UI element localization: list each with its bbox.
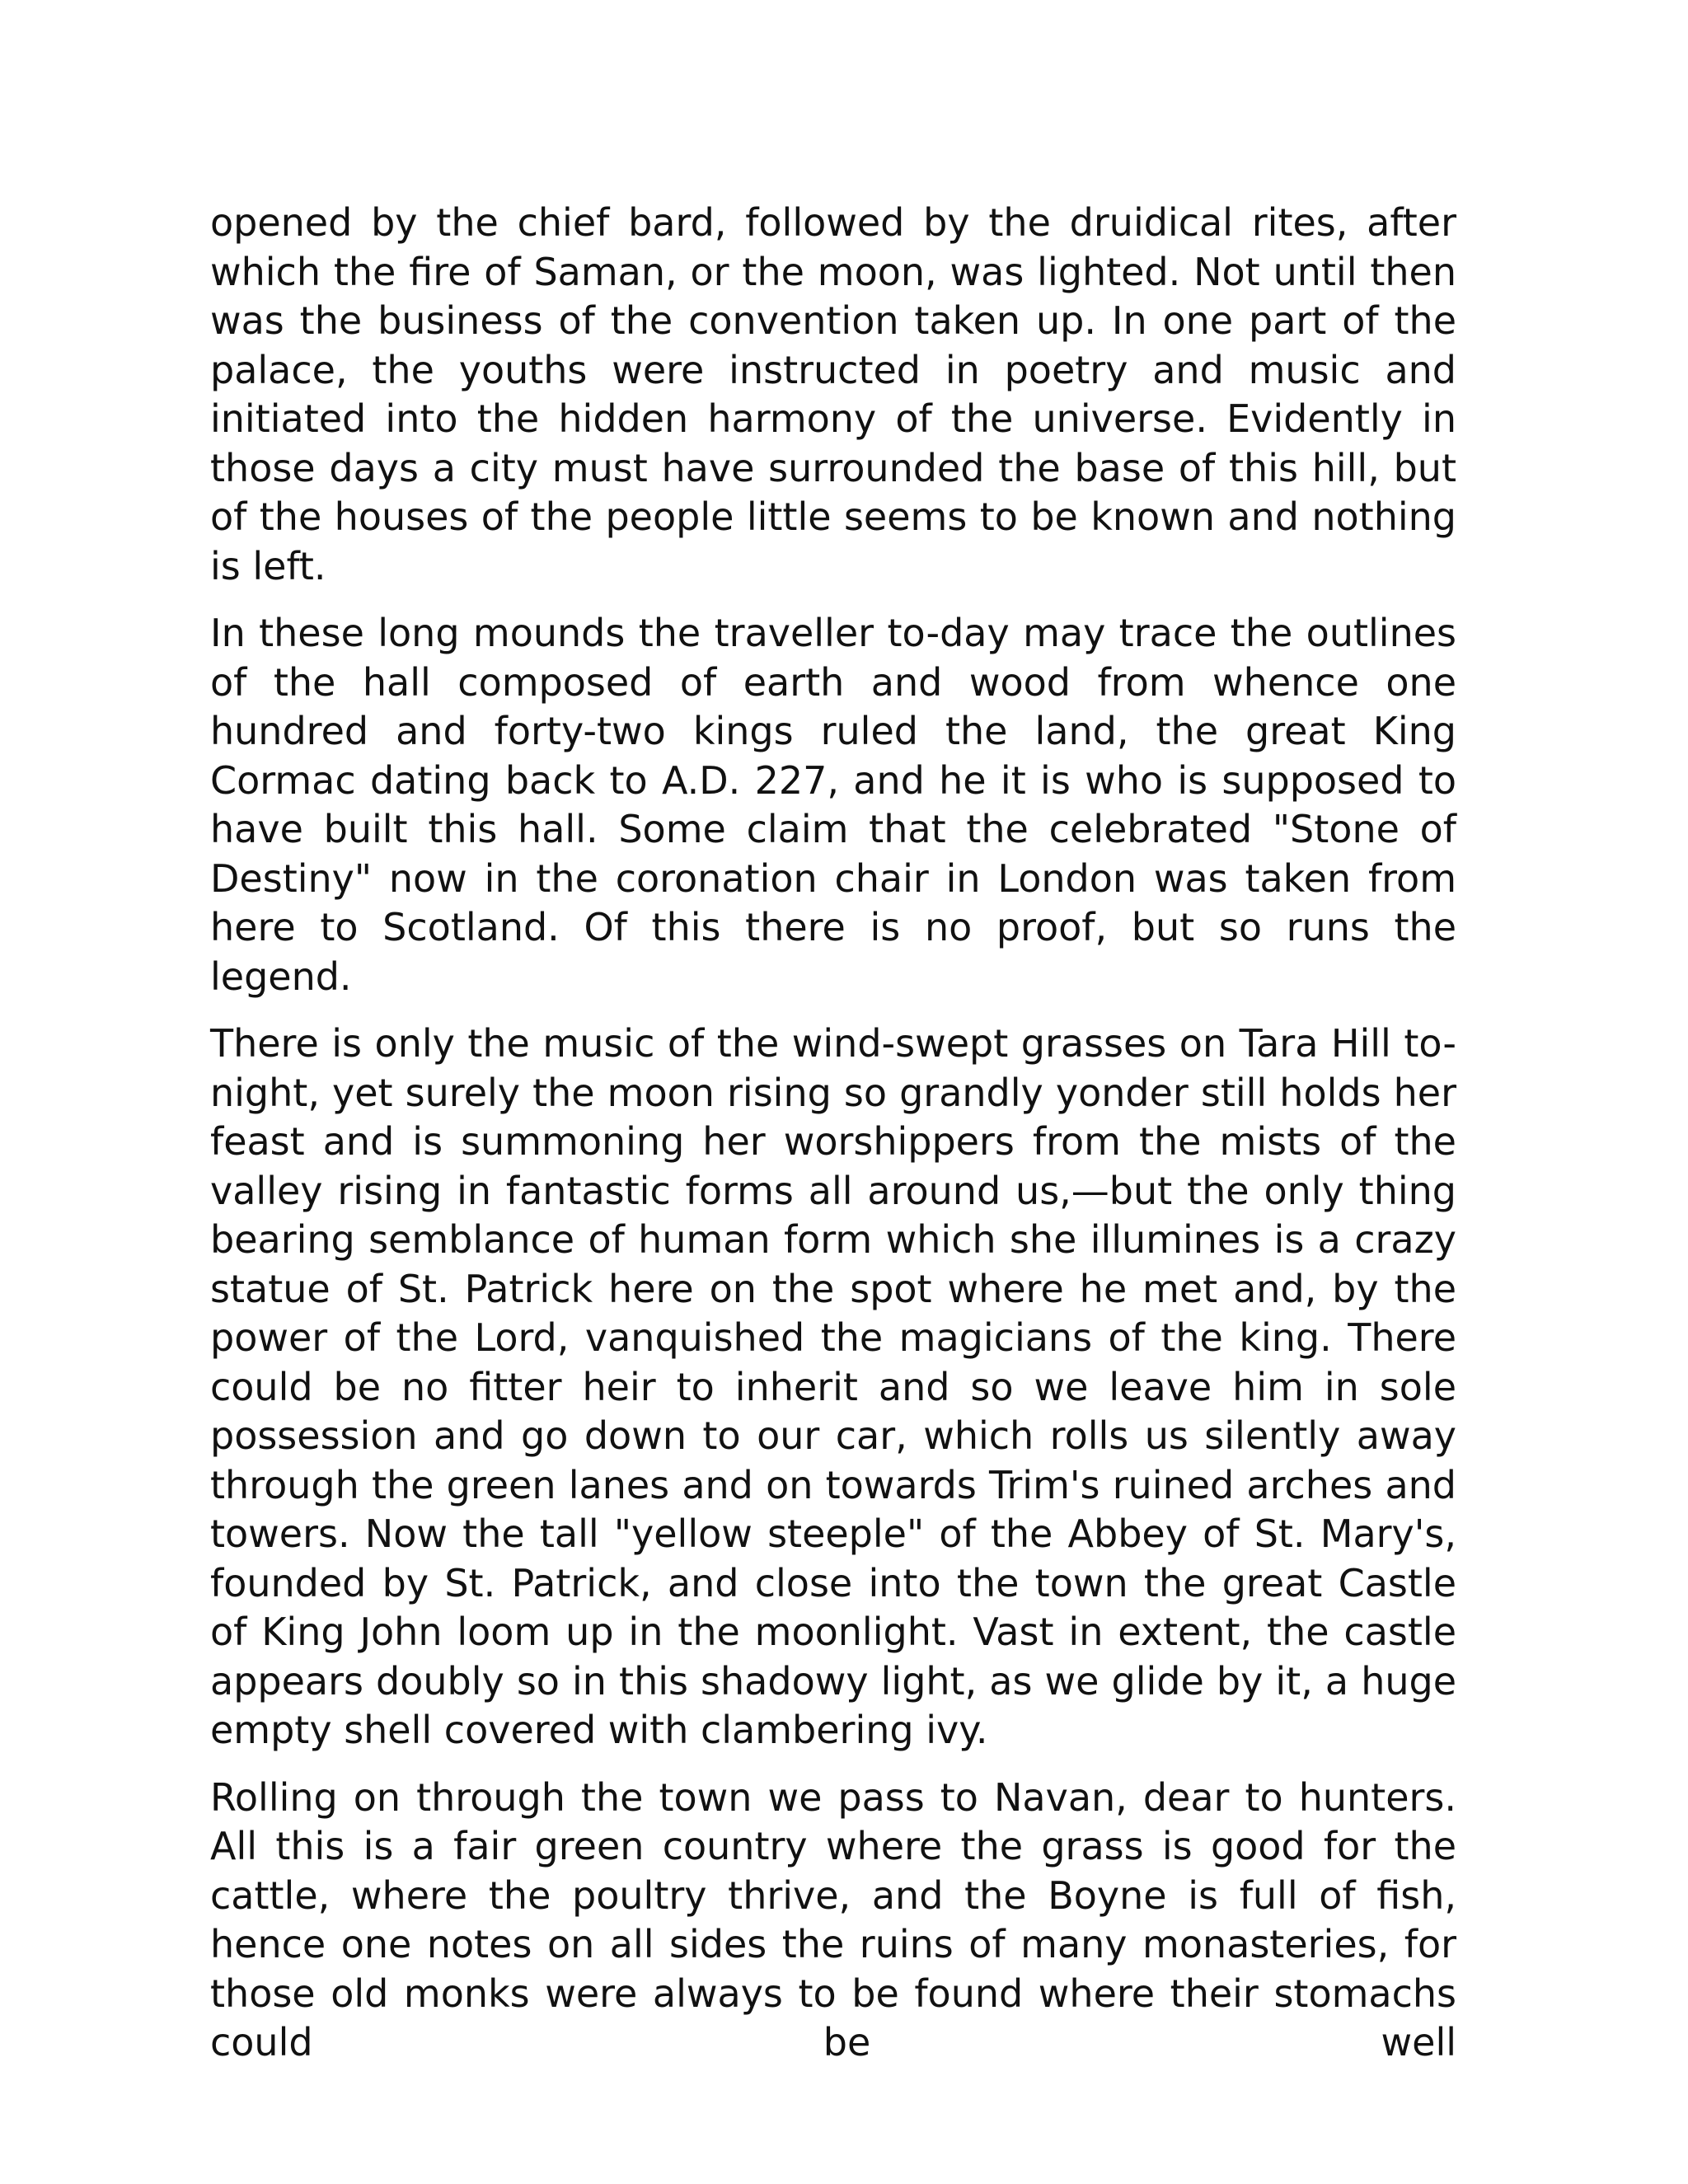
paragraph-3: There is only the music of the wind-swept grasses on Tara Hill to-night, yet surely the moon rising so grandly yonder still holds her feast and is summoning her worshippers from the mists of the valley rising in fantastic forms all around us,—but the only thing bearing semblance of human form which she illumines is a crazy statue of St. Patrick here on the spot where he met and, by the power of the Lord, vanquished the magicians of the king. There could be no fitter heir to inherit and so we leave him in sole possession and go down to our car, which rolls us silently away through the green lanes and on towards Trim's ruined arches and towers. Now the tall "yellow steeple" of the Abbey of St. Mary's, founded by St. Patrick, and close into the town the great Castle of King John loom up in the moonlight. Vast in extent, the castle appears doubly so in this shadowy light, as we glide by it, a huge empty shell covered with clambering ivy. xyxy=(210,1021,1456,1752)
paragraph-2: In these long mounds the traveller to-day may trace the outlines of the hall composed of earth and wood from whence one hundred and forty-two kings ruled the land, the great King Cormac dating back to A.D. 227, and he it is who is supposed to have built this hall. Some claim that the celebrated "Stone of Destiny" now in the coronation chair in London was taken from here to Scotland. Of this there is no proof, but so runs the legend. xyxy=(210,611,1456,999)
paragraph-4: Rolling on through the town we pass to Navan, dear to hunters. All this is a fair green country where the grass is good for the cattle, where the poultry thrive, and the Boyne is full of fish, hence one notes on all sides the ruins of many monasteries, for those old monks were always to be found where their stomachs could be well xyxy=(210,1774,1456,2064)
paragraph-1: opened by the chief bard, followed by the druidical rites, after which the fire of Saman, or the moon, was lighted. Not until then was the business of the convention taken up. In one part of the palace, the youths were instructed in poetry and music and initiated into the hidden harmony of the universe. Evidently in those days a city must have surrounded the base of this hill, but of the houses of the people little seems to be known and nothing is left. xyxy=(210,200,1456,588)
page-body xyxy=(210,199,1456,2068)
